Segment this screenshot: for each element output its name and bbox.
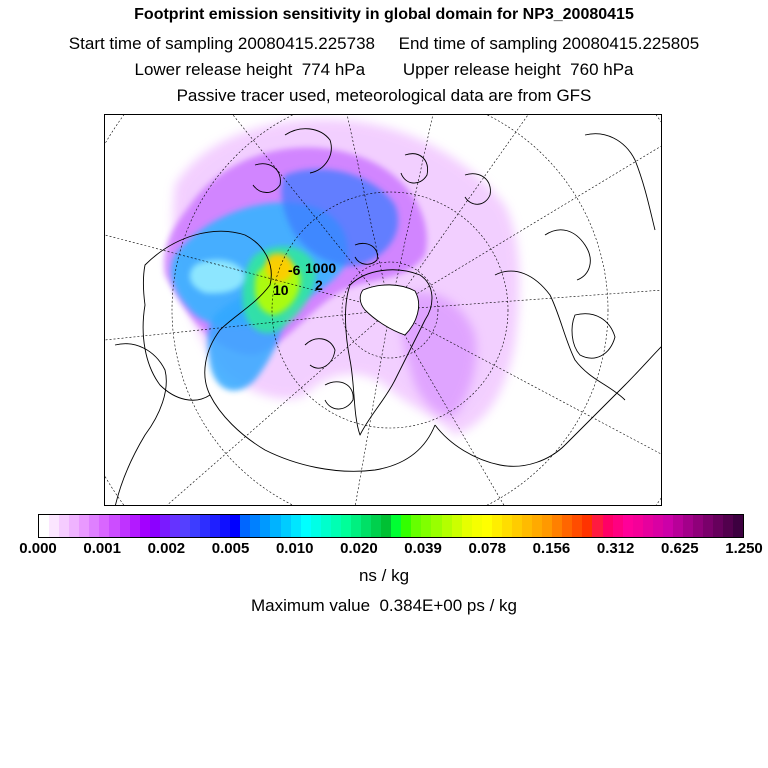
polar-map — [104, 114, 662, 506]
map-label: 10 — [273, 282, 289, 298]
colorbar-swatch — [190, 515, 200, 537]
colorbar-unit: ns / kg — [358, 566, 410, 585]
plot-title: Footprint emission sensitivity in global domain for NP3_20080415 — [134, 6, 634, 23]
colorbar-tick-label: 0.000 — [19, 540, 57, 557]
colorbar-swatch — [582, 515, 592, 537]
colorbar-tick-label: 0.156 — [532, 540, 571, 557]
colorbar-swatch — [552, 515, 562, 537]
colorbar-swatch — [180, 515, 190, 537]
colorbar-tick-label: 0.312 — [596, 540, 635, 557]
colorbar-swatch — [150, 515, 160, 537]
colorbar-swatch — [79, 515, 89, 537]
colorbar-swatch — [411, 515, 421, 537]
colorbar-swatch — [512, 515, 522, 537]
tracer-info-line: Passive tracer used, meteorological data are from GFS — [176, 86, 592, 105]
colorbar-swatch — [452, 515, 462, 537]
colorbar-swatch — [89, 515, 99, 537]
footprint-field — [164, 119, 519, 435]
colorbar-swatch — [270, 515, 280, 537]
colorbar-swatch — [502, 515, 512, 537]
map-label: 2 — [315, 277, 323, 293]
colorbar-swatch — [613, 515, 623, 537]
colorbar-swatch — [391, 515, 401, 537]
colorbar-tick-label: 0.005 — [211, 540, 250, 557]
colorbar-swatch — [281, 515, 291, 537]
colorbar-swatch — [683, 515, 693, 537]
colorbar-swatch — [421, 515, 431, 537]
colorbar-swatch — [623, 515, 633, 537]
colorbar-swatch — [462, 515, 472, 537]
colorbar-swatch — [120, 515, 130, 537]
colorbar-tick-label: 0.010 — [275, 540, 314, 557]
colorbar-swatch — [59, 515, 69, 537]
colorbar-swatch — [733, 515, 743, 537]
colorbar-tick-label: 0.078 — [468, 540, 507, 557]
colorbar-swatch — [713, 515, 723, 537]
colorbar-swatch — [673, 515, 683, 537]
colorbar-swatch — [401, 515, 411, 537]
colorbar-swatch — [542, 515, 552, 537]
colorbar-swatch — [331, 515, 341, 537]
maximum-value: Maximum value 0.384E+00 ps / kg — [251, 596, 517, 615]
release-height-line: Lower release height 774 hPa Upper release height 760 hPa — [134, 60, 634, 79]
colorbar-swatch — [381, 515, 391, 537]
map-canvas — [105, 115, 662, 506]
colorbar-swatch — [341, 515, 351, 537]
colorbar-tick-label: 0.002 — [147, 540, 186, 557]
colorbar-swatch — [99, 515, 109, 537]
colorbar-swatch — [109, 515, 119, 537]
colorbar-swatch — [592, 515, 602, 537]
colorbar-swatch — [250, 515, 260, 537]
colorbar-swatch — [653, 515, 663, 537]
colorbar-swatch — [130, 515, 140, 537]
colorbar-swatch — [240, 515, 250, 537]
colorbar-swatch — [532, 515, 542, 537]
colorbar-swatch — [442, 515, 452, 537]
colorbar-tick-label: 0.001 — [83, 540, 121, 557]
colorbar-swatch — [311, 515, 321, 537]
colorbar-tick-label: 0.625 — [661, 540, 699, 557]
colorbar-swatch — [431, 515, 441, 537]
colorbar-swatch — [663, 515, 673, 537]
colorbar-swatch — [482, 515, 492, 537]
colorbar-swatch — [603, 515, 613, 537]
colorbar-swatch — [39, 515, 49, 537]
colorbar-swatch — [643, 515, 653, 537]
colorbar-swatch — [562, 515, 572, 537]
colorbar-swatch — [210, 515, 220, 537]
colorbar-swatch — [200, 515, 210, 537]
colorbar-swatch — [170, 515, 180, 537]
colorbar-swatch — [140, 515, 150, 537]
colorbar-swatch — [361, 515, 371, 537]
map-label: 1000 — [305, 260, 337, 276]
colorbar-swatch — [321, 515, 331, 537]
map-label: -6 — [288, 262, 301, 278]
colorbar-swatch — [230, 515, 240, 537]
colorbar-swatch — [492, 515, 502, 537]
colorbar-swatch — [703, 515, 713, 537]
colorbar-tick-label: 1.250 — [725, 540, 763, 557]
colorbar-swatch — [49, 515, 59, 537]
colorbar-swatch — [371, 515, 381, 537]
colorbar-swatch — [69, 515, 79, 537]
sampling-time-line: Start time of sampling 20080415.225738 End time of sampling 20080415.225805 — [68, 34, 700, 53]
colorbar-swatch — [160, 515, 170, 537]
colorbar-swatch — [693, 515, 703, 537]
colorbar-swatch — [301, 515, 311, 537]
colorbar-swatch — [723, 515, 733, 537]
colorbar-tick-label: 0.020 — [340, 540, 378, 557]
colorbar-swatch — [291, 515, 301, 537]
colorbar-swatch — [260, 515, 270, 537]
colorbar-swatch — [572, 515, 582, 537]
colorbar-swatch — [351, 515, 361, 537]
colorbar-tick-label: 0.039 — [404, 540, 442, 557]
colorbar-swatch — [220, 515, 230, 537]
colorbar-swatch — [633, 515, 643, 537]
colorbar-swatch — [522, 515, 532, 537]
colorbar-swatch — [472, 515, 482, 537]
colorbar — [38, 514, 744, 538]
